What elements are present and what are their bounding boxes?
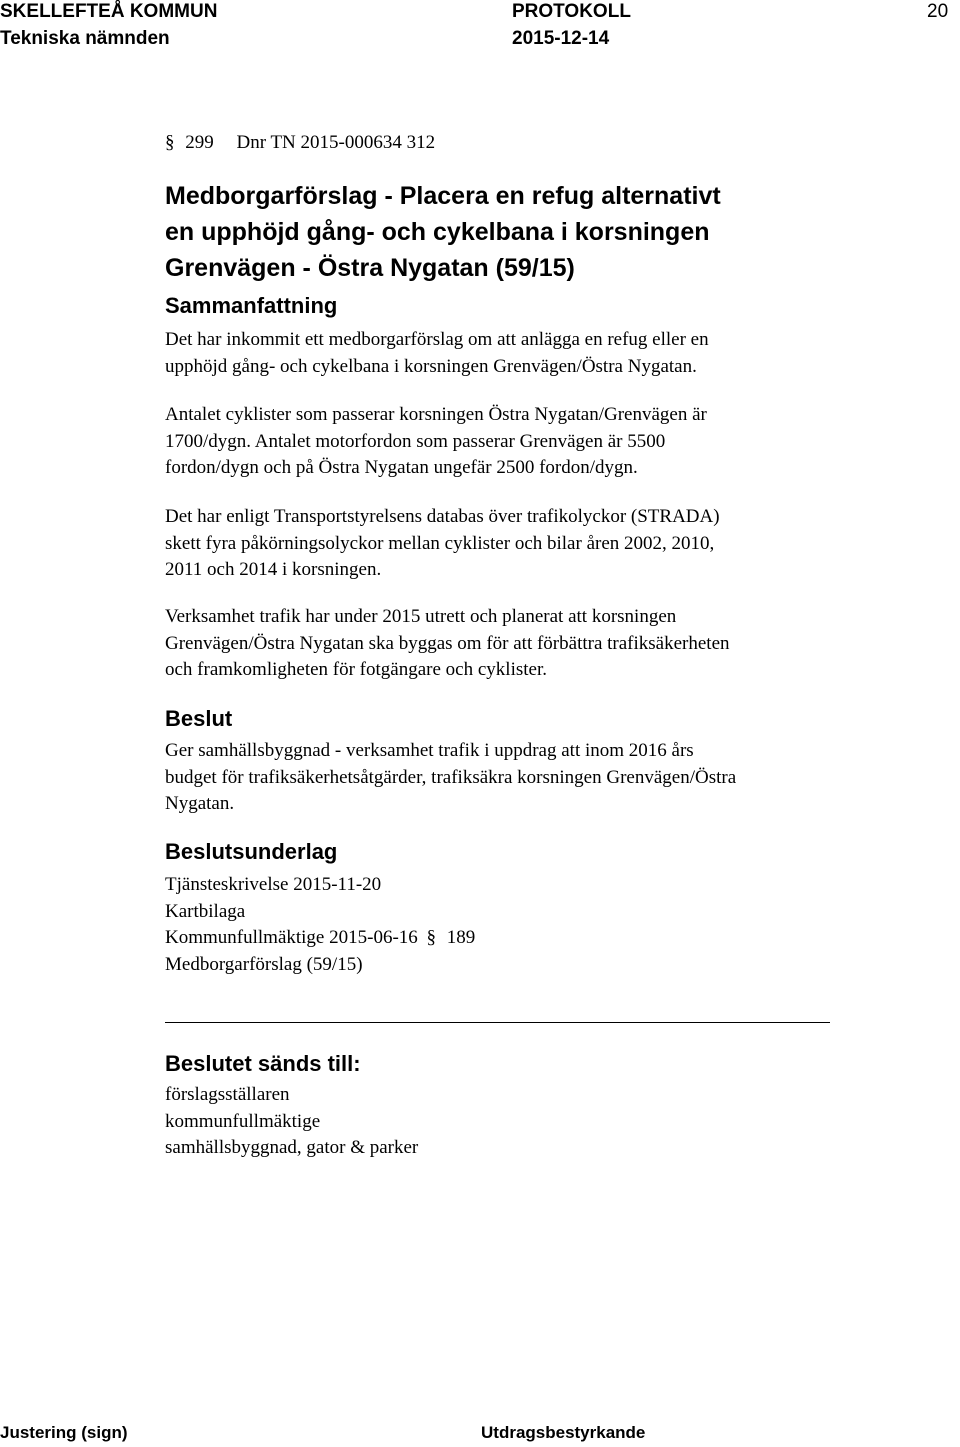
text-line: Det har enligt Transportstyrelsens databas över trafikolyckor (STRADA) xyxy=(165,506,720,527)
diary-number: Dnr TN 2015-000634 312 xyxy=(236,132,436,153)
page-number: 20 xyxy=(927,1,949,22)
summary-paragraph xyxy=(165,402,707,482)
text-line: budget för trafiksäkerhetsåtgärder, trafiksäkra korsningen Grenvägen/Östra xyxy=(165,766,737,788)
footer-justification: Justering (sign) xyxy=(0,1423,128,1442)
list-item: Kartbilaga xyxy=(165,900,246,922)
footer-certification: Utdragsbestyrkande xyxy=(481,1423,646,1442)
list-item: Tjänsteskrivelse 2015-11-20 xyxy=(165,874,382,895)
basis-list xyxy=(165,872,475,978)
title-line: en upphöjd gång- och cykelbana i korsningen xyxy=(165,218,710,246)
summary-paragraph xyxy=(165,504,720,584)
list-item: Medborgarförslag (59/15) xyxy=(165,953,363,975)
summary-heading: Sammanfattning xyxy=(165,293,338,318)
text-line: fordon/dygn och på Östra Nygatan ungefär 2500 fordon/dygn. xyxy=(165,457,638,478)
text-line: Verksamhet trafik har under 2015 utrett och planerat att korsningen xyxy=(165,606,677,627)
text-line: Grenvägen/Östra Nygatan ska byggas om för att förbättra trafiksäkerheten xyxy=(165,632,730,654)
separator-line xyxy=(165,1022,830,1023)
text-line: 1700/dygn. Antalet motorfordon som passerar Grenvägen är 5500 xyxy=(165,430,666,452)
basis-heading: Beslutsunderlag xyxy=(165,839,338,864)
text-line: och framkomligheten för fotgängare och cyklister. xyxy=(165,659,547,680)
list-item xyxy=(165,925,475,952)
recipients-heading: Beslutet sänds till: xyxy=(165,1051,361,1076)
section-sign: § xyxy=(426,927,437,948)
summary-paragraph xyxy=(165,327,709,380)
text-line: 2011 och 2014 i korsningen. xyxy=(165,559,382,580)
paragraph-number: 299 xyxy=(185,132,214,153)
text-line: skett fyra påkörningsolyckor mellan cyklister och bilar åren 2002, 2010, xyxy=(165,532,715,554)
section-sign: § xyxy=(165,132,175,153)
list-item-text: Kommunfullmäktige 2015-06-16 xyxy=(165,927,418,948)
summary-paragraph xyxy=(165,604,730,684)
list-item: samhällsbyggnad, gator & parker xyxy=(165,1137,419,1158)
text-line: Det har inkommit ett medborgarförslag om att anlägga en refug eller en xyxy=(165,329,709,350)
doc-type: PROTOKOLL xyxy=(512,1,631,22)
list-item: förslagsställaren xyxy=(165,1084,290,1105)
text-line: upphöjd gång- och cykelbana i korsningen Grenvägen/Östra Nygatan. xyxy=(165,355,697,377)
committee-name: Tekniska nämnden xyxy=(0,28,170,49)
paragraph-ref xyxy=(165,130,435,157)
page-title xyxy=(165,178,721,286)
decision-heading: Beslut xyxy=(165,706,233,731)
decision-text xyxy=(165,738,736,818)
org-name: SKELLEFTEÅ KOMMUN xyxy=(0,1,218,22)
title-line: Medborgarförslag - Placera en refug alternativt xyxy=(165,182,721,210)
text-line: Nygatan. xyxy=(165,793,235,814)
list-item: kommunfullmäktige xyxy=(165,1110,321,1132)
text-line: Ger samhällsbyggnad - verksamhet trafik i uppdrag att inom 2016 års xyxy=(165,740,694,761)
title-line: Grenvägen - Östra Nygatan (59/15) xyxy=(165,254,575,282)
section-number: 189 xyxy=(446,927,476,948)
text-line: Antalet cyklister som passerar korsningen Östra Nygatan/Grenvägen är xyxy=(165,404,707,425)
meeting-date: 2015-12-14 xyxy=(512,28,610,49)
recipients-list xyxy=(165,1082,418,1162)
